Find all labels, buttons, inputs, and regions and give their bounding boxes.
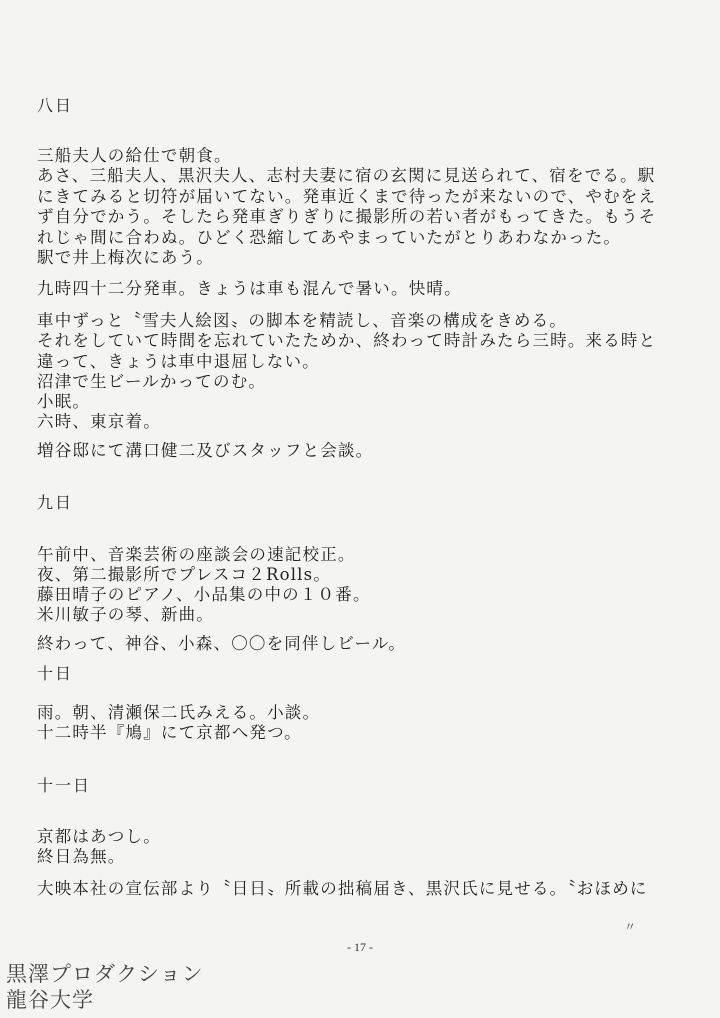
text-line: 沼津で生ビールかってのむ。 <box>37 372 267 391</box>
text-line: 雨。朝、清瀬保二氏みえる。小談。 <box>37 703 321 722</box>
text-line: 九時四十二分発車。きょうは車も混んで暑い。快晴。 <box>37 279 462 298</box>
page-number: - 17 - <box>347 940 373 954</box>
text-line: 駅で井上梅次にあう。 <box>37 248 214 267</box>
text-line: 車中ずっと〝雪夫人絵図〟の脚本を精読し、音楽の構成をきめる。 <box>37 311 568 330</box>
text-line: それをしていて時間を忘れていたためか、終わって時計みたら三時。来る時と <box>37 331 657 350</box>
text-line: 終日為無。 <box>37 847 126 866</box>
text-line: 大映本社の宣伝部より〝日日〟所載の拙稿届き、黒沢氏に見せる。〝おほめに <box>37 879 648 898</box>
text-line: ず自分でかう。そしたら発車ぎりぎりに撮影所の若い者がもってきた。もうそ <box>37 207 657 226</box>
watermark-line-2: 龍谷大学 <box>6 988 94 1012</box>
text-line: れじゃ間に合わぬ。ひどく恐縮してあやまっていたがとりあわなかった。 <box>37 228 622 247</box>
watermark-line-1: 黒澤プロダクション <box>6 962 204 986</box>
text-line: 違って、きょうは車中退屈しない。 <box>37 352 320 371</box>
day-heading: 十日 <box>37 664 74 683</box>
text-line: 終わって、神谷、小森、〇〇を同伴しビール。 <box>37 634 406 653</box>
text-line: 午前中、音楽芸術の座談会の速記校正。 <box>37 545 356 564</box>
day-heading: 十一日 <box>37 776 92 795</box>
margin-mark: 〃 <box>624 920 637 934</box>
day-heading: 八日 <box>37 96 74 115</box>
text-line: あさ、三船夫人、黒沢夫人、志村夫妻に宿の玄関に見送られて、宿をでる。駅 <box>37 166 656 185</box>
text-line: 六時、東京着。 <box>37 412 161 431</box>
text-line: 三船夫人の給仕で朝食。 <box>37 146 232 165</box>
text-line: 藤田晴子のピアノ、小品集の中の１０番。 <box>37 585 371 604</box>
text-line: 増谷邸にて溝口健二及びスタッフと会談。 <box>37 441 374 460</box>
day-heading: 九日 <box>37 493 74 512</box>
text-line: 京都はあつし。 <box>37 827 161 846</box>
text-line: 十二時半『鳩』にて京都へ発つ。 <box>37 723 302 742</box>
text-line: にきてみると切符が届いてない。発車近くまで待ったが来ないので、やむをえ <box>37 187 657 206</box>
text-line: 米川敏子の琴、新曲。 <box>37 605 214 624</box>
text-line: 夜、第二撮影所でプレスコ２Rolls。 <box>37 565 332 584</box>
text-line: 小眠。 <box>37 392 91 411</box>
